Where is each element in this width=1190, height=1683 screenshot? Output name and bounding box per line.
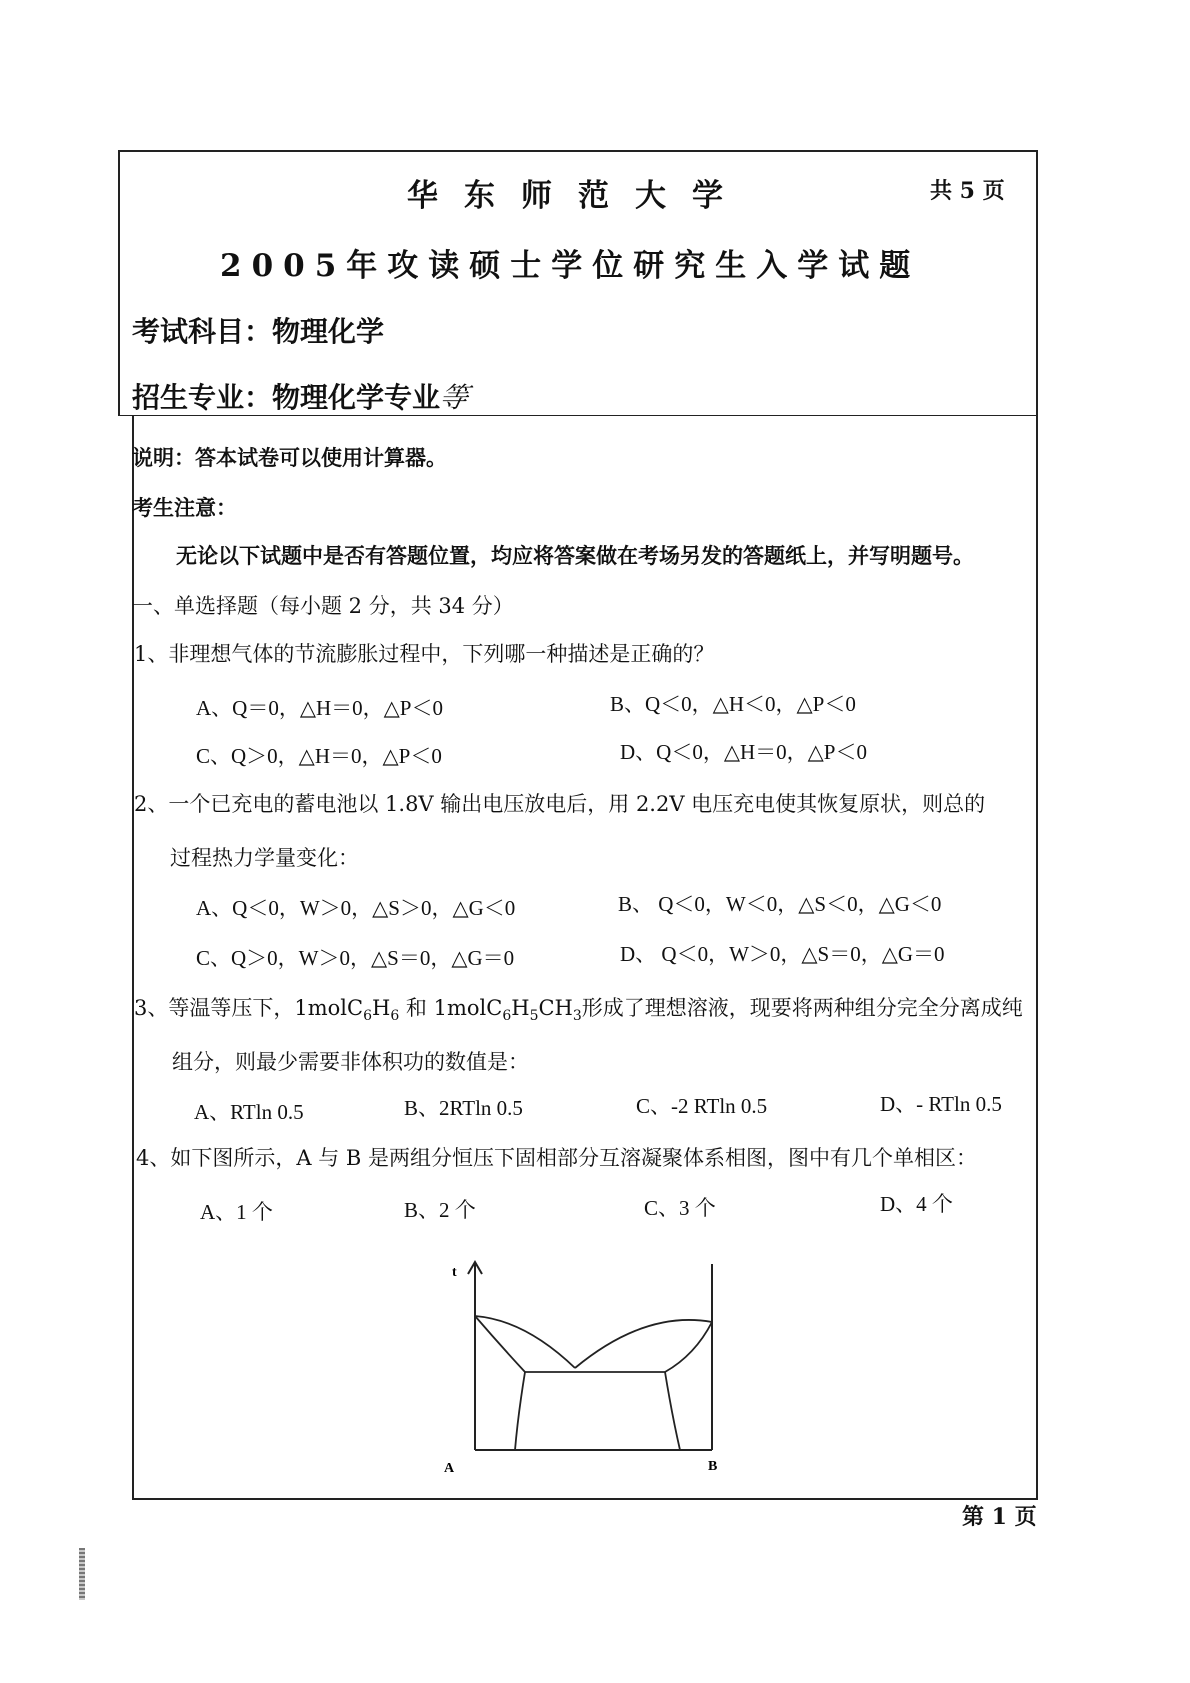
q3-sub-1: 6	[363, 1008, 372, 1024]
q3-sub-5: 3	[572, 1008, 582, 1024]
y-axis-label: t	[452, 1265, 457, 1280]
scan-artifact	[79, 1548, 85, 1600]
major-value: 物理化学专业	[272, 381, 441, 414]
question-4-option-c: C、3 个	[644, 1196, 716, 1220]
question-2-option-b: B、 Q＜0，W＜0，△S＜0，△G＜0	[618, 892, 942, 916]
subject-line	[132, 310, 384, 350]
solidus-left-curve	[475, 1316, 525, 1372]
question-3-option-a: A、RTln 0.5	[194, 1100, 304, 1124]
exam-title: 2005年攻读硕士学位研究生入学试题	[220, 248, 921, 284]
question-2-option-d: D、 Q＜0，W＞0，△S＝0，△G＝0	[620, 942, 945, 966]
question-3-stem-continued: 组分，则最少需要非体积功的数值是：	[172, 1050, 529, 1074]
question-1-option-a: A、Q＝0，△H＝0，△P＜0	[196, 696, 443, 720]
attention-text: 无论以下试题中是否有答题位置，均应将答案做在考场另发的答题纸上，并写明题号。	[176, 543, 974, 568]
major-handwritten-note: 等	[436, 381, 472, 414]
question-1-option-d: D、Q＜0，△H＝0，△P＜0	[620, 740, 867, 764]
question-2-option-c: C、Q＞0，W＞0，△S＝0，△G＝0	[196, 946, 515, 970]
q3-part-f: 形成了理想溶液，现要将两种组分完全分离成纯	[581, 996, 1023, 1020]
question-1-option-b: B、Q＜0，△H＜0，△P＜0	[610, 692, 856, 716]
question-1-option-c: C、Q＞0，△H＝0，△P＜0	[196, 744, 442, 768]
question-2-stem: 2、一个已充电的蓄电池以 1.8V 输出电压放电后，用 2.2V 电压充电使其恢复原状，则总的	[134, 792, 986, 816]
q3-part-e: CH	[538, 996, 573, 1020]
component-b-label: B	[708, 1459, 718, 1474]
question-4-option-b: B、2 个	[404, 1198, 476, 1222]
question-3-stem	[134, 992, 1023, 1022]
phase-diagram	[440, 1250, 740, 1480]
solvus-left-curve	[515, 1372, 525, 1450]
major-line	[132, 376, 472, 416]
subject-value: 物理化学	[272, 315, 385, 348]
subject-label: 考试科目：	[132, 315, 273, 348]
university-name: 华东师范大学	[407, 178, 749, 214]
question-3-option-d: D、- RTln 0.5	[880, 1092, 1002, 1116]
total-pages: 共 5 页	[930, 178, 1005, 204]
question-4-option-d: D、4 个	[880, 1192, 953, 1216]
liquidus-left-curve	[475, 1316, 575, 1368]
question-4-option-a: A、1 个	[200, 1200, 273, 1224]
question-1-stem: 1、非理想气体的节流膨胀过程中，下列哪一种描述是正确的？	[134, 642, 715, 666]
solidus-right-curve	[665, 1322, 712, 1372]
q3-sub-4: 5	[529, 1008, 539, 1024]
solvus-right-curve	[665, 1372, 680, 1450]
q3-part-a: 3、等温等压下，1molC	[134, 996, 364, 1020]
q3-part-d: H	[511, 996, 530, 1020]
q3-part-c: 和 1molC	[405, 996, 503, 1020]
liquidus-right-curve	[575, 1320, 712, 1368]
component-a-label: A	[444, 1461, 455, 1476]
page-number: 第 1 页	[962, 1504, 1037, 1530]
q3-sub-2: 6	[390, 1008, 400, 1024]
question-2-option-a: A、Q＜0，W＞0，△S＞0，△G＜0	[196, 896, 516, 920]
attention-label: 考生注意：	[132, 495, 237, 520]
question-2-stem-continued: 过程热力学量变化：	[170, 846, 359, 870]
section-title: 一、单选择题（每小题 2 分，共 34 分）	[132, 594, 514, 618]
q3-sub-3: 6	[502, 1008, 512, 1024]
question-3-option-c: C、-2 RTln 0.5	[636, 1094, 768, 1118]
question-4-stem: 4、如下图所示，A 与 B 是两组分恒压下固相部分互溶凝聚体系相图，图中有几个单相区：	[136, 1146, 977, 1170]
explanation-note: 说明：答本试卷可以使用计算器。	[132, 445, 447, 470]
major-label: 招生专业：	[132, 381, 273, 414]
q3-part-b: H	[371, 996, 391, 1020]
question-3-option-b: B、2RTln 0.5	[404, 1096, 523, 1120]
